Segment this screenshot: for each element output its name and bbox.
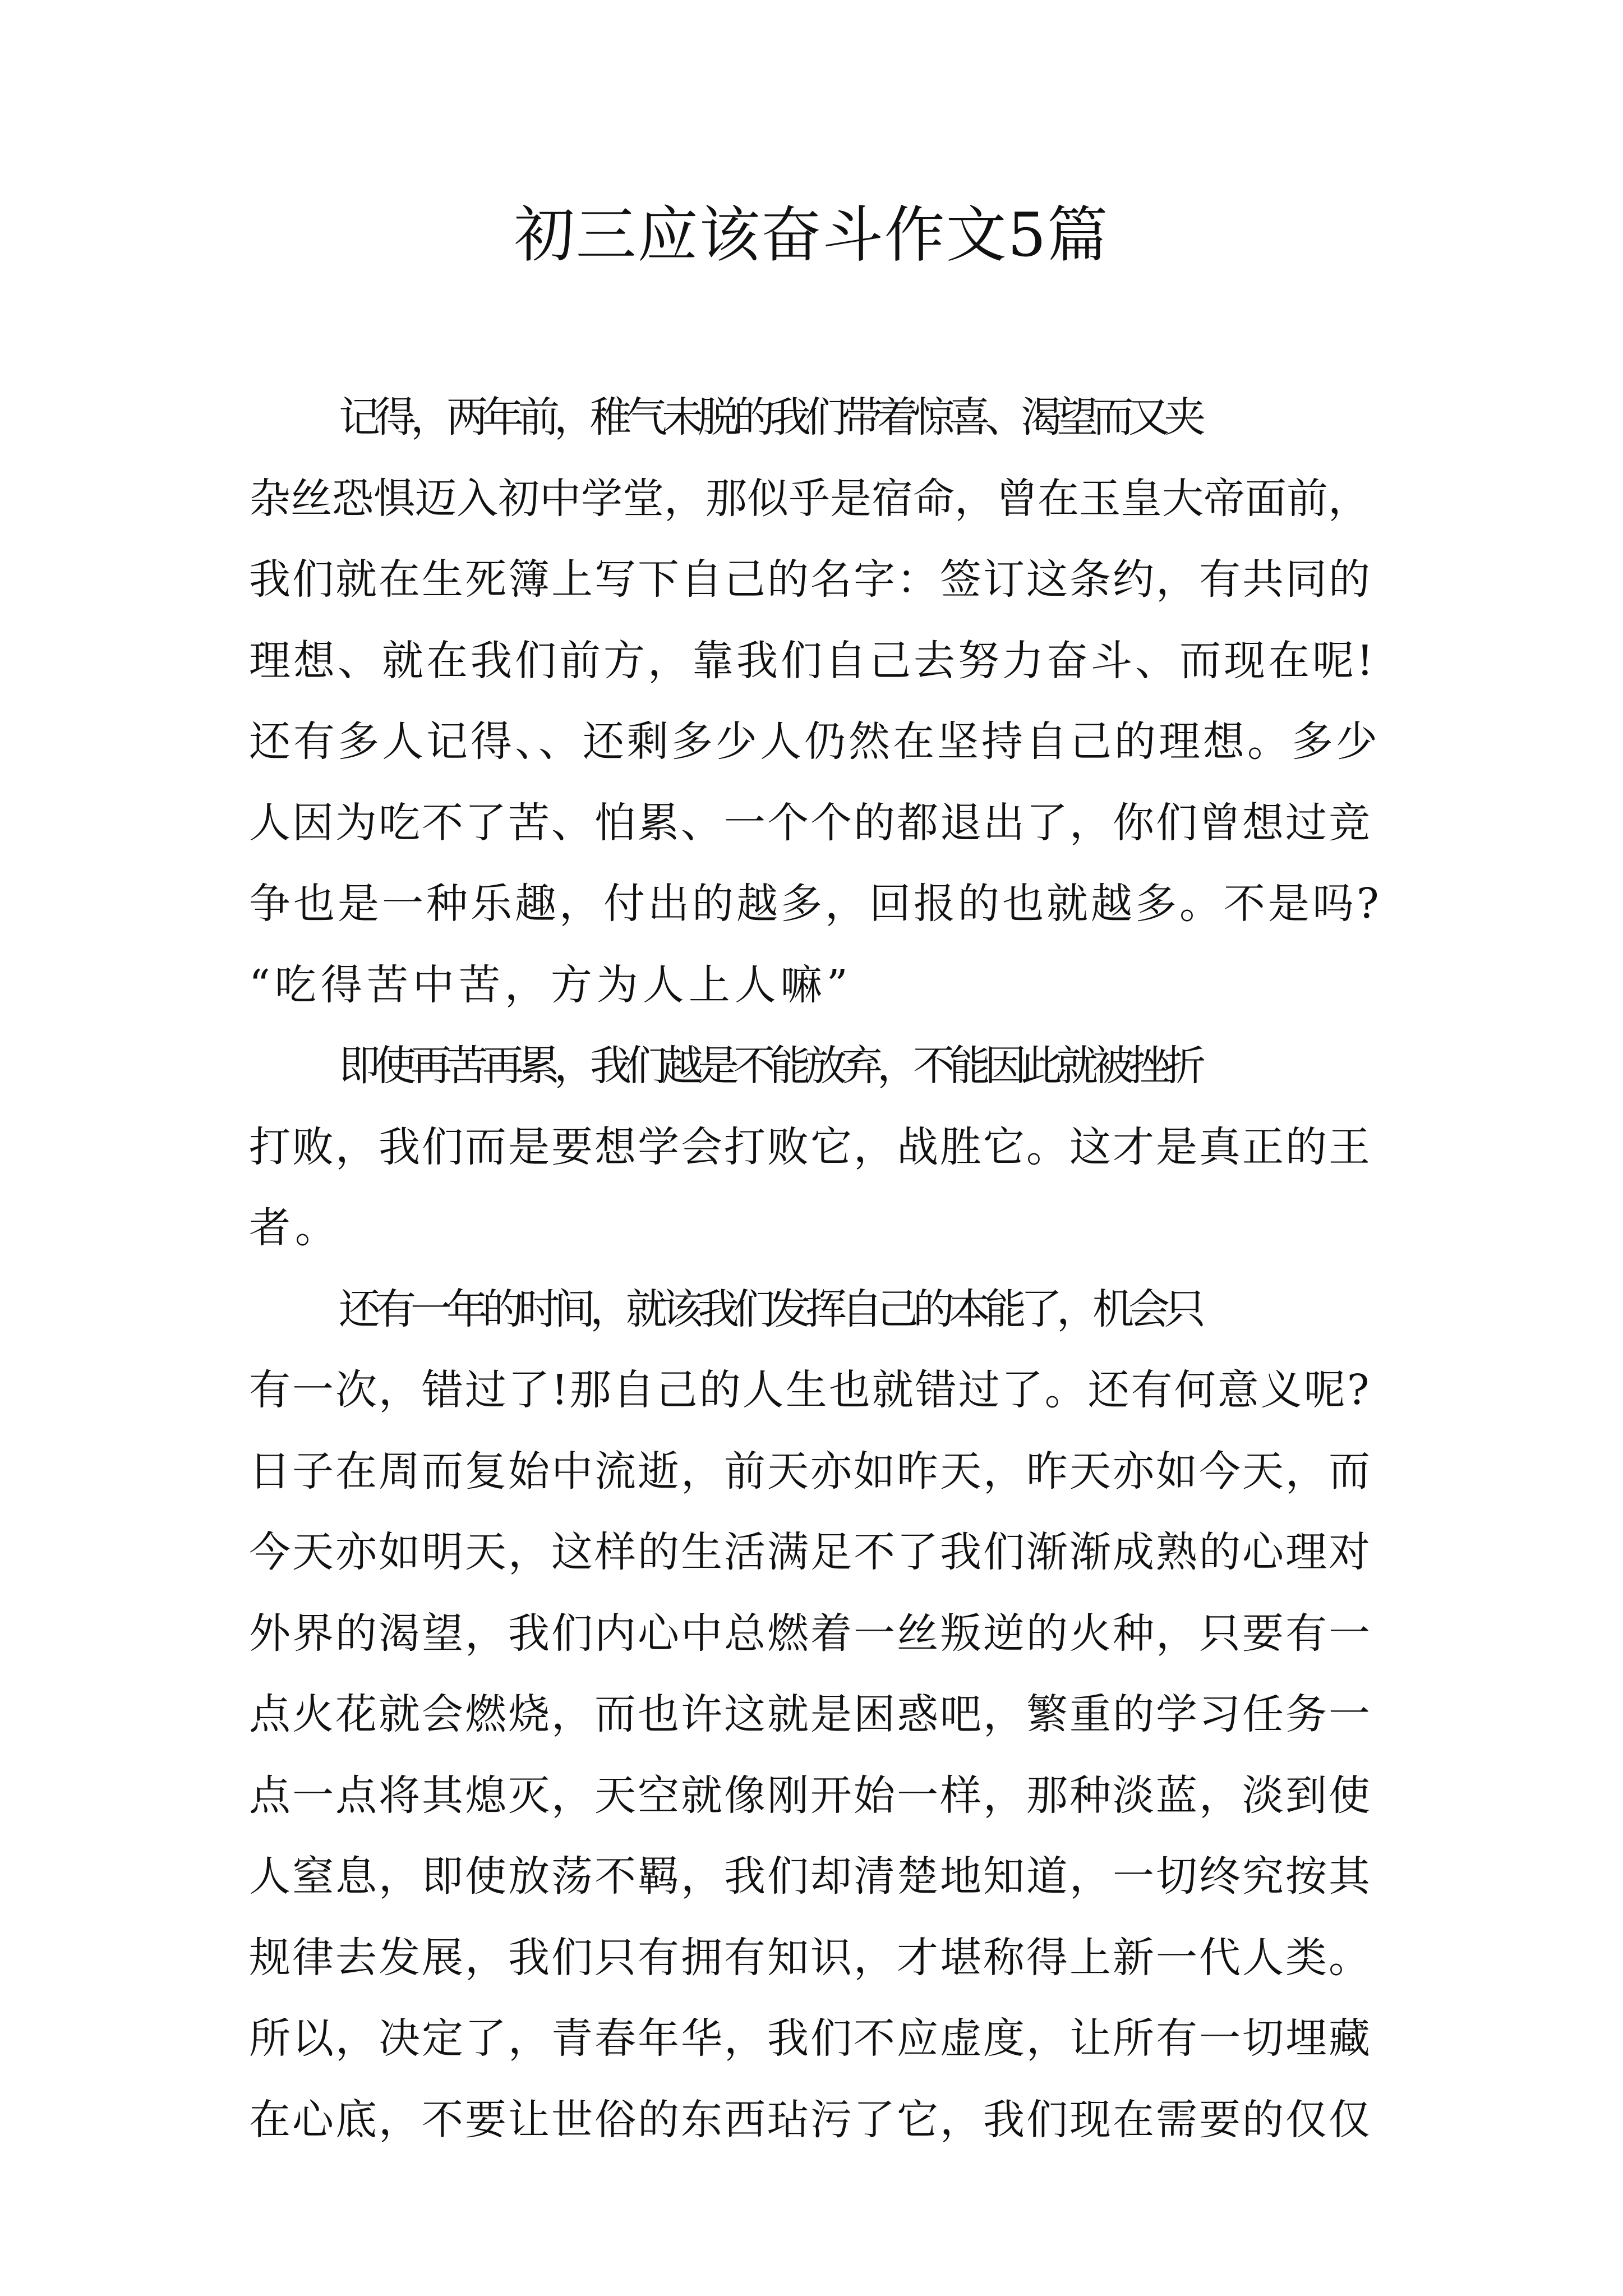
text-line: “吃得苦中苦，方为人上人嘛” bbox=[249, 960, 852, 1009]
text-line: 争也是一种乐趣，付出的越多，回报的也就越多。不是吗? bbox=[249, 880, 1382, 928]
text-line: 在心底，不要让世俗的东西玷污了它，我们现在需要的仅仅 bbox=[249, 2095, 1372, 2144]
text-line: 有一次，错过了!那自己的人生也就错过了。还有何意义呢? bbox=[249, 1366, 1371, 1414]
text-line: 还有一年的时间，就该我们发挥自己的本能了，机会只 bbox=[339, 1285, 1200, 1333]
paragraph-2 bbox=[249, 1025, 1382, 1269]
document-title: 初三应该奋斗作文5篇 bbox=[514, 200, 1109, 270]
paragraph-1 bbox=[249, 377, 1382, 1025]
text-line: 人窒息，即使放荡不羁，我们却清楚地知道，一切终究按其 bbox=[249, 1852, 1372, 1901]
text-line: 日子在周而复始中流逝，前天亦如昨天，昨天亦如今天，而 bbox=[249, 1447, 1372, 1496]
text-line: 外界的渴望，我们内心中总燃着一丝叛逆的火种，只要有一 bbox=[249, 1609, 1372, 1658]
text-line: 人因为吃不了苦、怕累、一个个的都退出了，你们曾想过竞 bbox=[249, 798, 1372, 847]
text-line: 点火花就会燃烧，而也许这就是困惑吧，繁重的学习任务一 bbox=[249, 1690, 1372, 1738]
document-body bbox=[249, 377, 1382, 2160]
paragraph-3 bbox=[249, 1269, 1382, 2161]
text-line: 我们就在生死簿上写下自己的名字：签订这条约，有共同的 bbox=[249, 555, 1372, 604]
text-line: 还有多人记得、、还剩多少人仍然在坚持自己的理想。多少 bbox=[249, 717, 1380, 766]
text-line: 即使再苦再累，我们越是不能放弃，不能因此就被挫折 bbox=[339, 1042, 1200, 1090]
text-line: 所以，决定了，青春年华，我们不应虚度，让所有一切埋藏 bbox=[249, 2014, 1372, 2063]
text-line: 理想、就在我们前方，靠我们自己去努力奋斗、而现在呢! bbox=[249, 636, 1376, 685]
text-line: 点一点将其熄灭，天空就像刚开始一样，那种淡蓝，淡到使 bbox=[249, 1771, 1372, 1820]
text-line: 杂丝恐惧迈入初中学堂，那似乎是宿命，曾在玉皇大帝面前， bbox=[249, 474, 1370, 523]
text-line: 记得，两年前，稚气未脱的我们带着惊喜、渴望而又夹 bbox=[339, 393, 1200, 441]
text-line: 今天亦如明天，这样的生活满足不了我们渐渐成熟的心理对 bbox=[249, 1528, 1372, 1576]
text-line: 规律去发展，我们只有拥有知识，才堪称得上新一代人类。 bbox=[249, 1933, 1372, 1982]
text-line: 打败，我们而是要想学会打败它，战胜它。这才是真正的王 bbox=[249, 1122, 1372, 1171]
text-line: 者。 bbox=[249, 1204, 341, 1252]
